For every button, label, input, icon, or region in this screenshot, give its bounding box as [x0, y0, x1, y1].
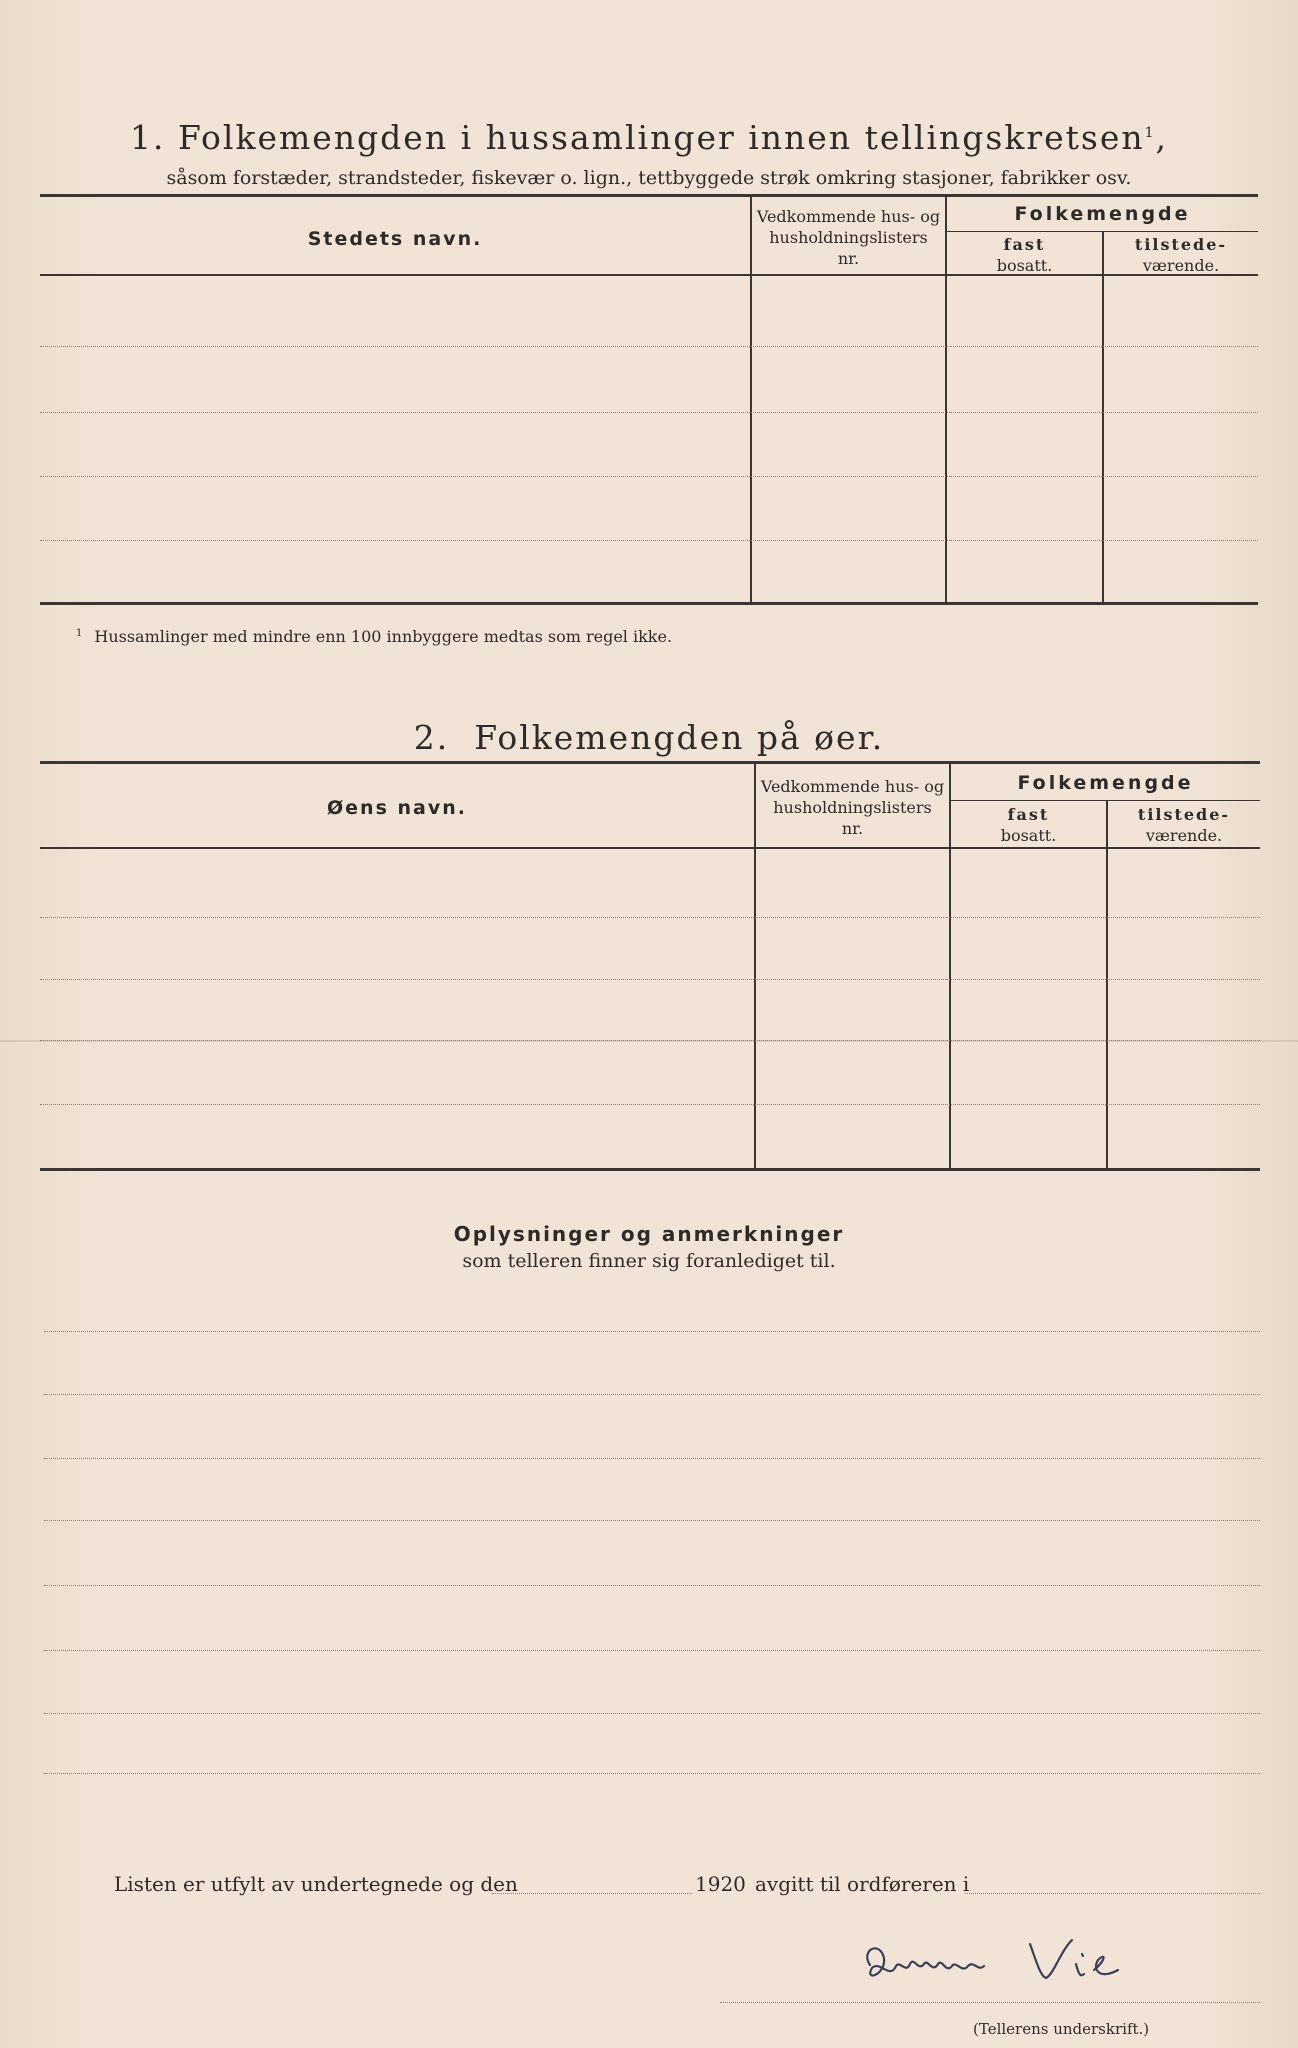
header-list-line: nr. [837, 249, 860, 268]
remarks-line [44, 1585, 1260, 1586]
header-list-line: husholdningslisters [769, 228, 928, 247]
header-fast-line: fast [1003, 235, 1046, 254]
section1-subtitle: såsom forstæder, strandsteder, fiskevær o. lign., tettbyggede strøk omkring stasjoner, fabrikker osv. [166, 167, 1132, 189]
footnote-text: Hussamlinger med mindre enn 100 innbyggere medtas som regel ikke. [94, 627, 673, 646]
remarks-title: Oplysninger og anmerkninger [453, 1222, 845, 1246]
date-line [492, 1893, 692, 1894]
table1-top-rule [40, 194, 1258, 197]
section2-number: 2. [413, 718, 450, 757]
table1-header-name: Stedets navn. [307, 228, 483, 250]
header-tilstede-line: tilstede- [1137, 805, 1231, 824]
header-tilstede-line: værende. [1142, 256, 1220, 275]
table2-bottom-rule [40, 1168, 1260, 1171]
table1-header-fast [947, 234, 1102, 276]
table1-header-folkemengde: Folkemengde [1014, 203, 1191, 225]
remarks-line [44, 1713, 1260, 1714]
header-tilstede-line: tilstede- [1134, 235, 1228, 254]
footnote-marker: 1 [1144, 125, 1156, 141]
table2-col-divider [1106, 801, 1108, 1169]
table2-header-tilstede [1108, 804, 1260, 846]
table1-header-list [752, 206, 945, 269]
remarks-line [44, 1650, 1260, 1651]
table2-header-folkemengde: Folkemengde [1017, 772, 1194, 794]
signature-label: (Tellerens underskrift.) [973, 2020, 1150, 2038]
table1-col-divider [1102, 232, 1104, 604]
section1-title: 1. Folkemengden i hussamlinger innen tellingskretsen$^1$, [129, 118, 1169, 157]
table2-header-fast [951, 804, 1106, 846]
listen-text: Listen er utfylt av undertegnede og den [114, 1872, 518, 1896]
place-line [965, 1893, 1260, 1894]
table2-top-rule [40, 761, 1260, 764]
remarks-line [44, 1331, 1260, 1332]
remarks-line [44, 1520, 1260, 1521]
table1-row-line [40, 346, 1258, 347]
table1-row-line [40, 476, 1258, 477]
table1-header-tilstede [1104, 234, 1258, 276]
remarks-line [44, 1394, 1260, 1395]
header-list-line: Vedkommende hus- og [756, 207, 941, 226]
signature-line [720, 2002, 1260, 2003]
remarks-subtitle: som telleren finner sig foranlediget til. [462, 1250, 836, 1272]
avgitt-text: avgitt til ordføreren i [755, 1872, 970, 1896]
header-list-line: Vedkommende hus- og [760, 777, 945, 796]
header-list-line: husholdningslisters [773, 798, 932, 817]
table2-row-line [40, 979, 1260, 980]
section2-title [0, 718, 1298, 757]
table2-header-list [756, 776, 949, 839]
remarks-line [44, 1458, 1260, 1459]
header-fast-line: bosatt. [1000, 826, 1057, 845]
year-text: 1920 [695, 1872, 746, 1896]
table2-header-rule [40, 847, 1260, 849]
header-list-line: nr. [841, 819, 864, 838]
table2-row-line [40, 1104, 1260, 1105]
header-fast-line: bosatt. [996, 256, 1053, 275]
table2-row-line [40, 917, 1260, 918]
table1-row-line [40, 540, 1258, 541]
footnote-number: 1 [76, 627, 83, 639]
handwritten-signature [850, 1930, 1180, 2000]
section2-title-text: Folkemengden på øer. [474, 718, 885, 757]
header-fast-line: fast [1007, 805, 1050, 824]
table1-bottom-rule [40, 602, 1258, 605]
table2-row-line [40, 1040, 1260, 1041]
section1-title-text: Folkemengden i hussamlinger innen tellingskretsen [177, 118, 1145, 157]
remarks-line [44, 1773, 1260, 1774]
section1-number: 1. [129, 118, 166, 157]
table2-header-name: Øens navn. [327, 797, 467, 819]
footnote [76, 627, 672, 646]
header-tilstede-line: værende. [1145, 826, 1223, 845]
table2-group-rule [949, 800, 1260, 801]
table1-row-line [40, 412, 1258, 413]
